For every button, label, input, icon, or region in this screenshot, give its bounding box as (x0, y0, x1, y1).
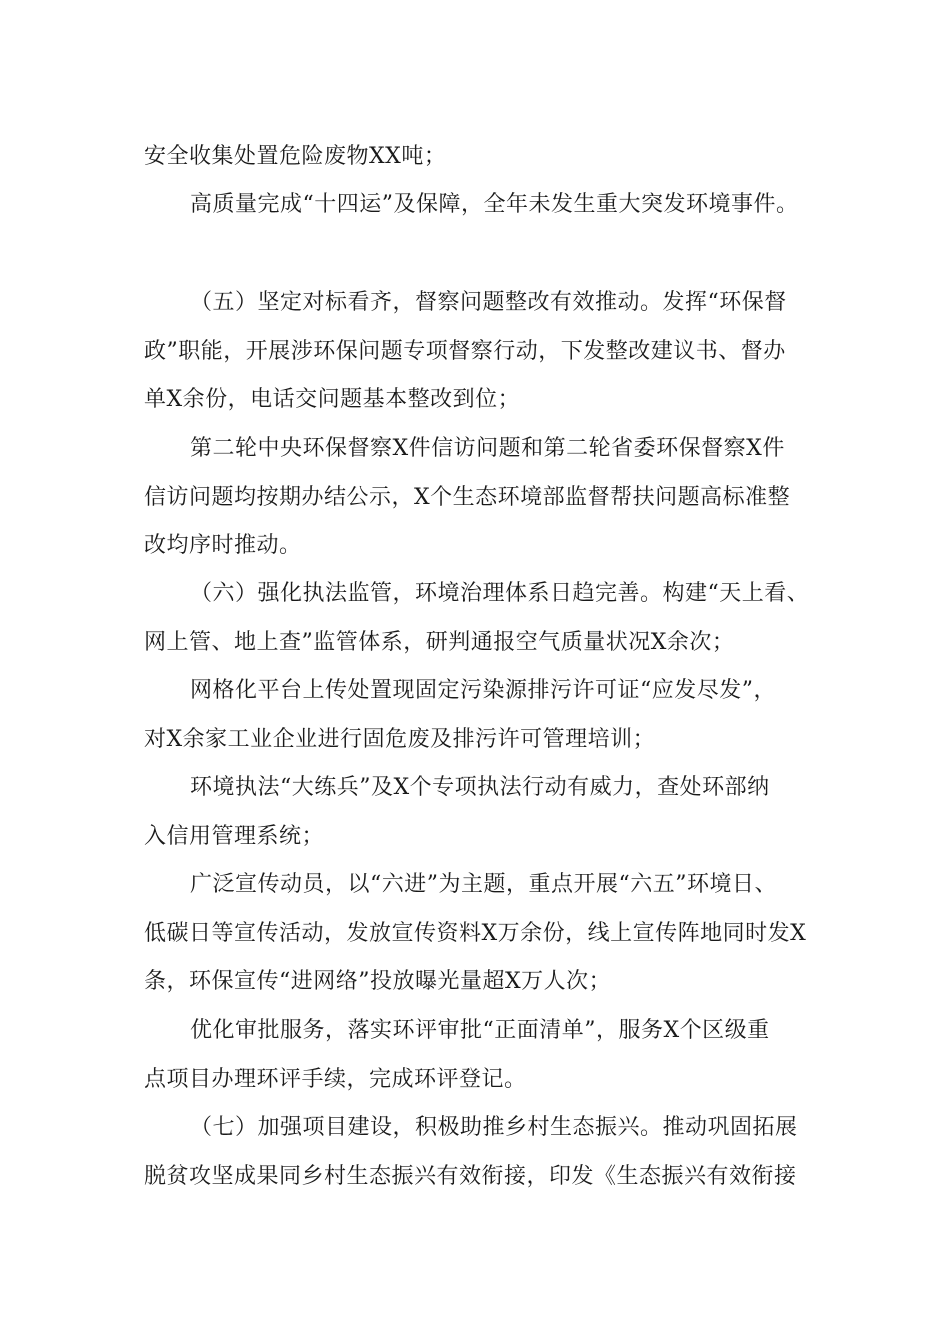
paragraph-4 (144, 425, 824, 571)
text-line: 政”职能，开展涉环保问题专项督察行动，下发整改建议书、督办 (144, 338, 786, 364)
text-line: （六）强化执法监管，环境治理体系日趋完善。构建“天上看、 (190, 581, 810, 606)
text-line: 脱贫攻坚成果同乡村生态振兴有效衔接，印发《生态振兴有效衔接 (144, 1163, 797, 1189)
paragraph-6 (144, 667, 824, 764)
text-line: 安全收集处置危险废物XX吨； (144, 144, 447, 169)
text-line: 改均序时推动。 (144, 533, 302, 558)
text-line: 入信用管理系统； (144, 823, 325, 849)
paragraph-section-6 (144, 570, 824, 667)
paragraph-9 (144, 1007, 824, 1104)
text-line: （七）加强项目建设，积极助推乡村生态振兴。推动巩固拓展 (190, 1115, 798, 1140)
text-line: （五）坚定对标看齐，督察问题整改有效推动。发挥“环保督 (190, 290, 787, 315)
paragraph-7 (144, 764, 824, 861)
text-line: 优化审批服务，落实环评审批“正面清单”，服务X个区级重 (190, 1018, 770, 1043)
text-line: 高质量完成“十四运”及保障，全年未发生重大突发环境事件。 (190, 192, 799, 217)
text-line: 单X余份，电话交问题基本整改到位； (144, 387, 521, 412)
text-line: 网上管、地上查”监管体系，研判通报空气质量状况X余次； (144, 629, 735, 655)
text-line: 条，环保宣传“进网络”投放曝光量超X万人次； (144, 969, 612, 994)
paragraph-section-5 (144, 279, 824, 425)
paragraph-section-7 (144, 1104, 824, 1201)
text-line: 环境执法“大练兵”及X个专项执法行动有威力，查处环部纳 (190, 775, 770, 800)
text-line: 广泛宣传动员，以“六进”为主题，重点开展“六五”环境日、 (190, 872, 777, 897)
paragraph-2 (144, 181, 824, 230)
paragraph-8 (144, 861, 824, 1007)
text-line: 对X余家工业企业进行固危废及排污许可管理培训； (144, 726, 656, 752)
text-line: 信访问题均按期办结公示，X个生态环境部监督帮扶问题高标准整 (144, 484, 791, 510)
text-line: 点项目办理环评手续，完成环评登记。 (144, 1066, 527, 1092)
text-line: 第二轮中央环保督察X件信访问题和第二轮省委环保督察X件 (190, 436, 785, 461)
text-line: 低碳日等宣传活动，发放宣传资料X万余份，线上宣传阵地同时发X (144, 920, 807, 946)
paragraph-1 (144, 133, 824, 182)
text-line: 网格化平台上传处置现固定污染源排污许可证“应发尽发”， (190, 678, 776, 703)
